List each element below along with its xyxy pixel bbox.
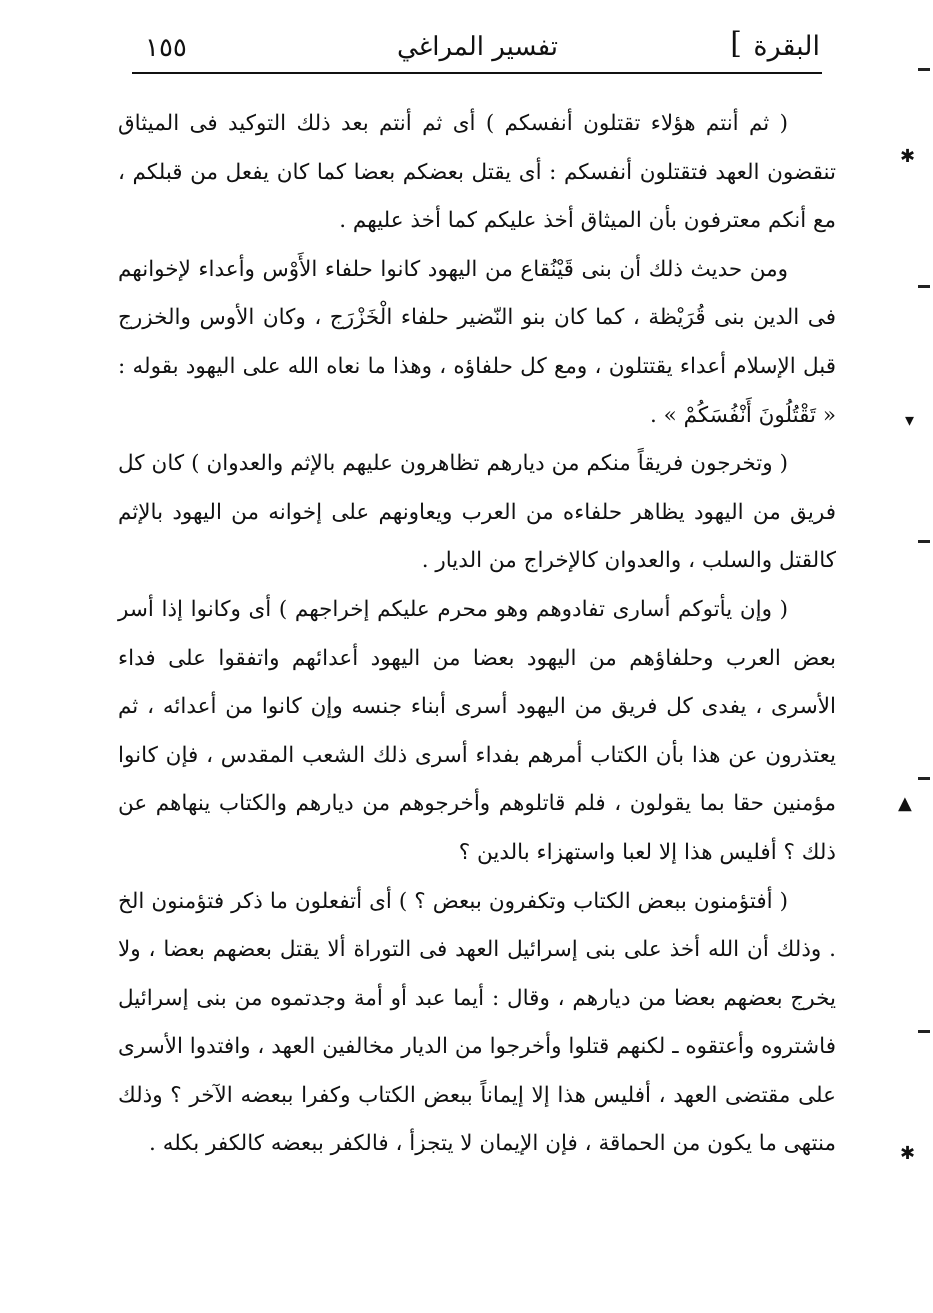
page-number: ١٥٥	[145, 33, 187, 63]
margin-dash-mark	[918, 1030, 930, 1033]
page-header	[135, 26, 820, 72]
paragraph-2: ومن حديث ذلك أن بنى قَيْنُقاع من اليهود كانوا حلفاء الأَوْس وأعداء لإخوانهم فى الدين بنى قُرَيْظة ، كما كان بنو النّضير حلفاء الْخَزْرَج ، وكان الأوس والخزرج قبل الإسلام أعداء يقتتلون ، ومع كل حلفاؤه ، وهذا ما نعاه الله على اليهود بقوله : « تَقْتُلُونَ أَنْفُسَكُمْ » .	[118, 256, 836, 428]
margin-dash-mark	[918, 285, 930, 288]
margin-dash-mark	[918, 68, 930, 71]
surah-name: البقرة	[753, 31, 820, 62]
margin-dash-mark	[918, 777, 930, 780]
book-title: تفسير المراغي	[396, 32, 559, 62]
paragraph-4: ( وإن يأتوكم أسارى تفادوهم وهو محرم عليكم إخراجهم ) أى وكانوا إذا أسر بعض العرب وحلفاؤهم من اليهود بعضا من اليهود أعدائهم واتفقوا على فداء الأسرى ، يفدى كل فريق من اليهود أسرى أبناء جنسه وإن كانوا من أعدائه ، ثم يعتذرون عن هذا بأن الكتاب أمرهم بفداء أسرى ذلك الشعب المقدس ، فإن كانوا مؤمنين حقا بما يقولون ، فلم قاتلوهم وأخرجوهم من ديارهم والكتاب ينهاهم عن ذلك ؟ أفليس هذا إلا لعبا واستهزاء بالدين ؟	[118, 596, 836, 865]
paragraph-5: ( أفتؤمنون ببعض الكتاب وتكفرون ببعض ؟ ) أى أتفعلون ما ذكر فتؤمنون الخ . وذلك أن الله أخذ على بنى إسرائيل العهد فى التوراة ألا يقتل بعضهم بعضا ، ولا يخرج بعضهم بعضا من ديارهم ، وقال : أيما عبد أو أمة وجدتموه من بنى إسرائيل فاشتروه وأعتقوه ـ لكنهم قتلوا وأخرجوا من الديار مخالفين العهد ، وافتدوا الأسرى على مقتضى العهد ، أفليس هذا إلا إيماناً ببعض الكتاب وكفرا ببعضه الآخر ؟ وذلك منتهى ما يكون من الحماقة ، فإن الإيمان لا يتجزأ ، فالكفر ببعضه كالكفر بكله .	[118, 888, 836, 1157]
margin-dash-mark	[918, 540, 930, 543]
header-rule	[132, 72, 822, 74]
paragraph-1: ( ثم أنتم هؤلاء تقتلون أنفسكم ) أى ثم أنتم بعد ذلك التوكيد فى الميثاق تنقضون العهد فتقتلون أنفسكم : أى يقتل بعضكم بعضا كما كان يفعل من قبلكم ، مع أنكم معترفون بأن الميثاق أخذ عليكم كما أخذ عليهم .	[118, 111, 836, 234]
margin-ink-mark: ▲	[898, 793, 912, 814]
margin-ink-mark: ▾	[905, 410, 915, 431]
body-text	[118, 100, 836, 1169]
paragraph-3: ( وتخرجون فريقاً منكم من ديارهم تظاهرون عليهم بالإثم والعدوان ) كان كل فريق من اليهود يظاهر حلفاءه من العرب ويعاونهم على إخوانه من اليهود بالإثم كالقتل والسلب ، والعدوان كالإخراج من الديار .	[118, 451, 836, 574]
margin-ink-mark: ✱	[900, 1143, 916, 1164]
margin-ink-mark: ✱	[900, 146, 916, 167]
header-bracket: ]	[730, 26, 742, 61]
